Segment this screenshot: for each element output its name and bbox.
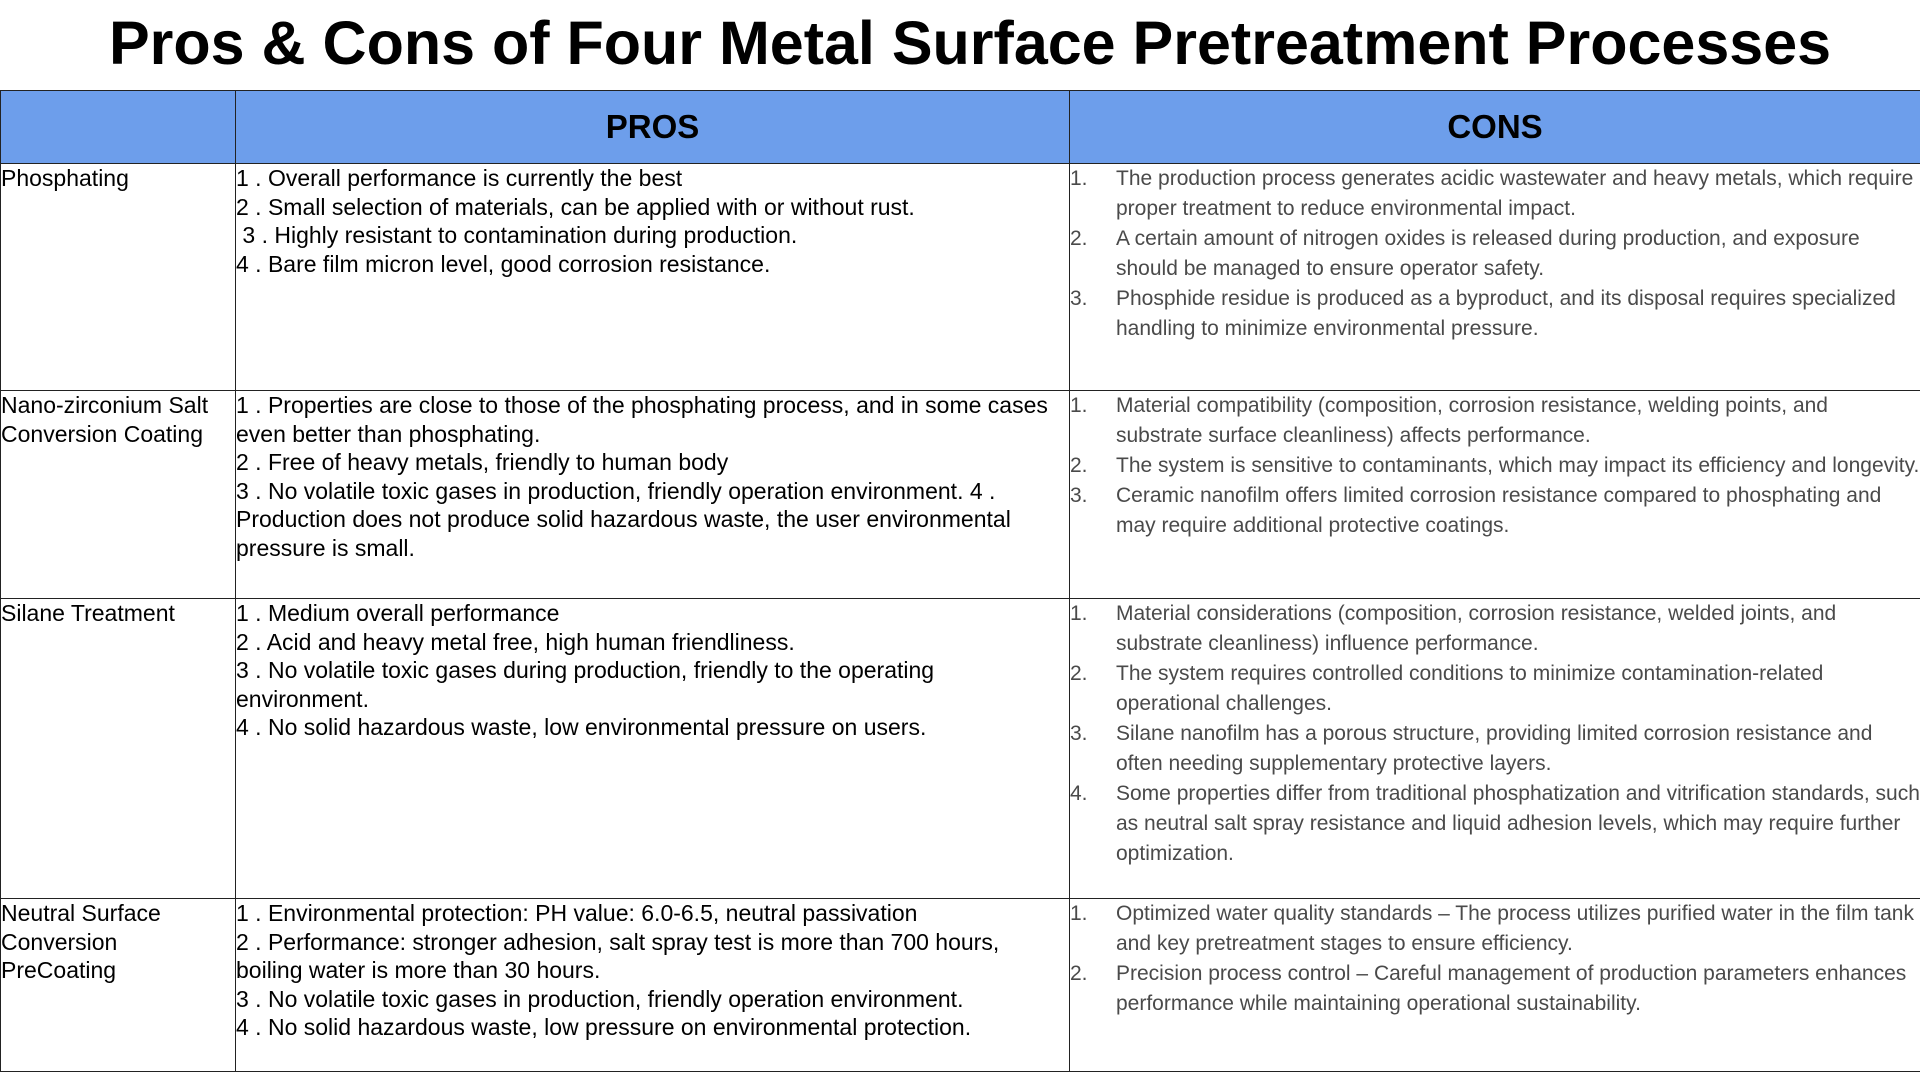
table-row (1, 391, 1920, 599)
cons-item (1070, 959, 1920, 1019)
process-name: Phosphating (1, 164, 236, 391)
cons-item (1070, 391, 1920, 451)
cons-cell (1070, 164, 1920, 391)
cons-cell (1070, 391, 1920, 599)
table-row (1, 599, 1920, 899)
cons-item (1070, 659, 1920, 719)
pros-item: 4 . No solid hazardous waste, low environmental pressure on users. (236, 714, 927, 740)
pros-item: 2 . Small selection of materials, can be applied with or without rust. (236, 193, 915, 220)
cons-item-number: 1. (1070, 167, 1088, 190)
cons-item-text: Material compatibility (composition, corrosion resistance, welding points, and substrate surface cleanliness) affects performance. (1116, 394, 1828, 447)
pros-cell (236, 164, 1070, 391)
cons-item-number: 2. (1070, 662, 1088, 685)
pros-item: 2 . Performance: stronger adhesion, salt spray test is more than 700 hours, boiling water is more than 30 hours. (236, 928, 1006, 983)
cons-item (1070, 779, 1920, 869)
cons-item-number: 1. (1070, 394, 1088, 417)
cons-item-text: The production process generates acidic wastewater and heavy metals, which require proper treatment to reduce environmental impact. (1116, 167, 1914, 220)
cons-item (1070, 599, 1920, 659)
cons-item (1070, 481, 1920, 541)
cons-cell (1070, 599, 1920, 899)
cons-item-number: 4. (1070, 782, 1088, 805)
cons-item (1070, 899, 1920, 959)
cons-item (1070, 719, 1920, 779)
pros-item: 3 . No volatile toxic gases in production, friendly operation environment. 4 . Production does not produce solid hazardous waste, the user environmental pressure is small. (236, 477, 1018, 561)
pros-item: 1 . Overall performance is currently the best (236, 165, 683, 191)
header-cons: CONS (1070, 91, 1920, 164)
pros-cell (236, 899, 1070, 1072)
pros-item: 2 . Free of heavy metals, friendly to human body (236, 449, 729, 475)
table-row (1, 899, 1920, 1072)
pros-cell (236, 391, 1070, 599)
process-name: Neutral Surface Conversion PreCoating (1, 899, 236, 1072)
cons-item-text: Some properties differ from traditional phosphatization and vitrification standards, such as neutral salt spray resistance and liquid adhesion levels, which may require further optimization. (1116, 782, 1920, 865)
pros-item: 3 . No volatile toxic gases during production, friendly to the operating environment. (236, 657, 941, 712)
cons-item-text: Optimized water quality standards – The process utilizes purified water in the film tank and key pretreatment stages to ensure efficiency. (1116, 902, 1914, 955)
cons-item-text: The system requires controlled conditions to minimize contamination-related operational challenges. (1116, 662, 1824, 715)
cons-item-text: Material considerations (composition, corrosion resistance, welded joints, and substrate cleanliness) influence performance. (1116, 602, 1837, 655)
header-corner-cell (1, 91, 236, 164)
cons-item-number: 3. (1070, 484, 1088, 507)
pros-cons-table (0, 90, 1920, 1072)
pros-item: 3 . Highly resistant to contamination during production. (236, 222, 798, 248)
cons-item-text: Ceramic nanofilm offers limited corrosion resistance compared to phosphating and may require additional protective coatings. (1116, 484, 1882, 537)
cons-item (1070, 451, 1920, 481)
pros-item: 4 . No solid hazardous waste, low pressure on environmental protection. (236, 1014, 972, 1040)
cons-item-text: Silane nanofilm has a porous structure, providing limited corrosion resistance and often needing supplementary protective layers. (1116, 722, 1873, 775)
cons-list (1070, 391, 1920, 541)
cons-item-number: 2. (1070, 227, 1088, 250)
process-name: Silane Treatment (1, 599, 236, 899)
page-title: Pros & Cons of Four Metal Surface Pretreatment Processes (108, 9, 1832, 77)
cons-item-text: Phosphide residue is produced as a byproduct, and its disposal requires specialized handling to minimize environmental pressure. (1116, 287, 1896, 340)
pros-item: 1 . Medium overall performance (236, 600, 560, 626)
table-row (1, 164, 1920, 391)
cons-list (1070, 164, 1920, 344)
cons-item-text: Precision process control – Careful management of production parameters enhances performance while maintaining operational sustainability. (1116, 962, 1907, 1015)
pros-item: 4 . Bare film micron level, good corrosion resistance. (236, 250, 771, 277)
pros-item: 2 . Acid and heavy metal free, high human friendliness. (236, 628, 795, 655)
cons-item-number: 1. (1070, 902, 1088, 925)
cons-list (1070, 599, 1920, 869)
header-row (1, 91, 1920, 164)
cons-list (1070, 899, 1920, 1019)
cons-item-number: 3. (1070, 722, 1088, 745)
cons-item-number: 1. (1070, 602, 1088, 625)
cons-item-text: The system is sensitive to contaminants, which may impact its efficiency and longevity. (1116, 454, 1920, 477)
cons-item-number: 2. (1070, 454, 1088, 477)
pros-item: 1 . Environmental protection: PH value: 6.0-6.5, neutral passivation (236, 900, 918, 926)
cons-item (1070, 164, 1920, 224)
header-pros: PROS (236, 91, 1070, 164)
cons-cell (1070, 899, 1920, 1072)
cons-item (1070, 224, 1920, 284)
process-name: Nano-zirconium Salt Conversion Coating (1, 391, 236, 599)
pros-item: 1 . Properties are close to those of the phosphating process, and in some cases even better than phosphating. (236, 392, 1055, 447)
cons-item-number: 3. (1070, 287, 1088, 310)
cons-item-text: A certain amount of nitrogen oxides is released during production, and exposure should be managed to ensure operator safety. (1116, 227, 1860, 280)
cons-item-number: 2. (1070, 962, 1088, 985)
pros-cell (236, 599, 1070, 899)
cons-item (1070, 284, 1920, 344)
pros-item: 3 . No volatile toxic gases in production, friendly operation environment. (236, 985, 964, 1012)
